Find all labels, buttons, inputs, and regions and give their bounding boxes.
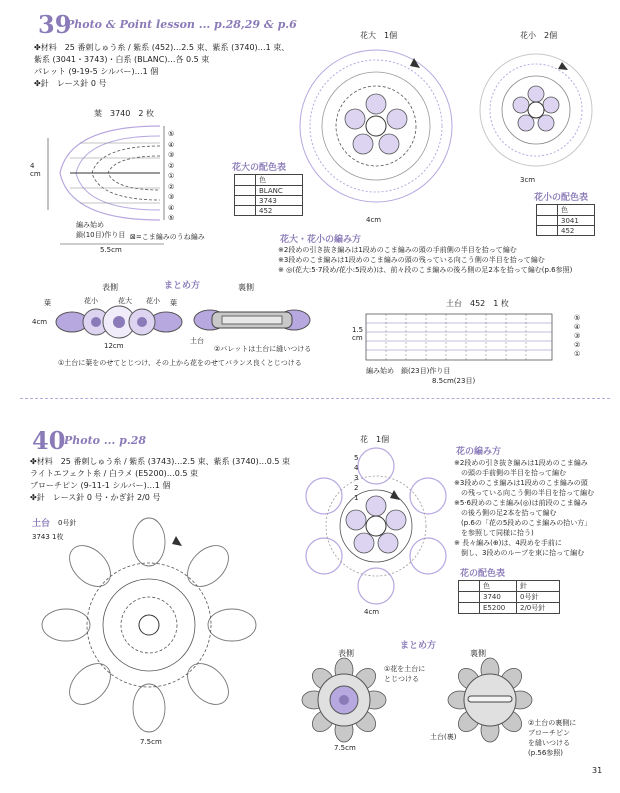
s39-base-width: 8.5cm(23目) — [432, 377, 476, 385]
s39-instructions — [278, 245, 572, 275]
s40-base-diagram — [44, 520, 254, 730]
s39-base-row-numbers — [574, 314, 580, 359]
row-number: ⑤ — [168, 130, 175, 138]
section-40-number: 40 — [32, 426, 66, 455]
leaf-legend: ⊠=こま編みのうね編み — [130, 233, 205, 241]
s40-assembly-title: まとめ方 — [400, 641, 437, 651]
material-line: ✤材料 25 番刺しゅう糸 / 紫系 (452)…2.5 束、紫系 (3740)…1 束、 — [34, 43, 290, 52]
s39-base-grid — [366, 310, 556, 364]
instruction-line: ※2段めの引き抜き編みは1段めのこま編み — [454, 459, 588, 467]
s40-flower-row-numbers — [354, 454, 358, 504]
row-number: 2 — [354, 484, 359, 492]
large-color-table — [234, 174, 303, 216]
row-number: ④ — [168, 203, 175, 212]
row-number: ② — [168, 161, 175, 170]
instruction-line: ※3段めのこま編みは1段めのこま編みの頭 — [454, 479, 588, 487]
leaf-height: 4 cm — [30, 162, 41, 178]
assembly-part-label: 花小 — [146, 297, 160, 305]
row-number: ④ — [168, 140, 175, 149]
s39-base-height: 1.5 cm — [352, 326, 364, 342]
table-header: 色 — [558, 205, 595, 216]
instruction-line: ※ 長々編み(⊕)は、4段めを手前に — [454, 539, 562, 547]
material-line: ブローチピン (9-11-1 シルバー)…1 個 — [30, 481, 171, 490]
s40-base-count: 3743 1枚 — [32, 533, 64, 541]
flower-small-label: 花小 2個 — [520, 31, 558, 40]
material-line: パレット (9-19-5 シルバー)…1 個 — [34, 67, 159, 76]
row-number: 1 — [354, 494, 359, 502]
instruction-line: ※ ◎(花大:5·7段め/花小:5段め)は、前々段のこま編みの後ろ側の足2本を拾って編む(p.6参照) — [278, 266, 573, 274]
small-color-table-title: 花小の配色表 — [534, 193, 589, 203]
row-number: ⑤ — [574, 314, 581, 322]
s40-flower-diagram — [296, 446, 456, 606]
section-39-materials — [34, 42, 289, 90]
s39-assembly-note1: ①土台に葉をのせてとじつけ、その上から花をのせてバランス良くとじつける — [58, 359, 302, 367]
s40-color-table-title: 花の配色表 — [460, 569, 506, 579]
table-cell: BLANC — [256, 186, 303, 196]
s40-back-illustration — [450, 660, 530, 740]
s39-base-label: 土台 — [190, 337, 204, 345]
page-number: 31 — [592, 766, 603, 775]
row-number: ③ — [168, 193, 175, 201]
row-number: 3 — [354, 474, 359, 482]
s39-assembly-title: まとめ方 — [164, 281, 201, 291]
table-cell: 452 — [558, 226, 595, 236]
s40-flower-size: 4cm — [364, 608, 380, 616]
table-cell: 3740 — [480, 592, 517, 603]
row-number: ⑤ — [168, 214, 175, 222]
instruction-line: の後ろ側の足2本を拾って編む — [454, 509, 557, 517]
row-number: ② — [574, 341, 581, 349]
table-cell: 3041 — [558, 216, 595, 226]
row-number: ① — [574, 350, 581, 358]
large-color-table-title: 花大の配色表 — [232, 163, 287, 173]
s40-flower-label: 花 1個 — [360, 435, 390, 444]
table-cell: 3743 — [256, 196, 303, 206]
s40-front-illustration — [304, 660, 384, 740]
leaf-label: 葉 3740 2 枚 — [94, 109, 154, 118]
material-line: ✤材料 25 番刺しゅう糸 / 紫系 (3743)…2.5 束、紫系 (3740)…0.5 束 — [30, 457, 291, 466]
flower-small-size: 3cm — [520, 176, 536, 184]
section-divider — [20, 398, 610, 399]
table-cell: 0号針 — [517, 592, 560, 603]
assembly-part-label: 葉 — [170, 299, 177, 307]
row-number: 4 — [354, 464, 359, 472]
s40-instructions — [454, 458, 594, 558]
s40-base-back-label: 土台(裏) — [430, 733, 457, 741]
s39-front-illustration — [54, 304, 184, 344]
s40-front-label: 表側 — [338, 649, 354, 658]
assembly-part-label: 花大 — [118, 297, 132, 305]
s40-base-label: 土台 — [32, 519, 51, 529]
needle-line: ✤針 レース針 0 号 — [34, 79, 107, 88]
s40-instructions-title: 花の編み方 — [456, 447, 502, 457]
instruction-line: ※2段めの引き抜き編みは1段めのこま編みの頭の手前側の半目を拾って編む — [278, 246, 517, 254]
instruction-line: の頭の手前側の半目を拾って編む — [454, 469, 566, 477]
flower-large-label: 花大 1個 — [360, 31, 398, 40]
s40-assembly-size: 7.5cm — [334, 744, 356, 752]
s39-back-illustration — [192, 304, 312, 340]
needle-line: ✤針 レース針 0 号・かぎ針 2/0 号 — [30, 493, 161, 502]
row-number: ② — [168, 182, 175, 191]
section-40-title: Photo ... p.28 — [64, 434, 147, 447]
s39-assembly-note2: ②バレットは土台に縫いつける — [214, 345, 312, 353]
section-39-number: 39 — [38, 10, 72, 39]
flower-large-diagram — [296, 46, 456, 206]
flower-large-size: 4cm — [366, 216, 382, 224]
material-line: 紫系 (3041・3743)・白系 (BLANC)…各 0.5 束 — [34, 55, 210, 64]
s40-base-needle: 0号針 — [58, 519, 77, 527]
leaf-width: 5.5cm — [100, 246, 122, 254]
s40-assembly-note2: ②土台の裏側に ブローチピン を縫いつける (p.56参照) — [528, 719, 577, 757]
table-cell: 452 — [256, 206, 303, 216]
assembly-part-label: 葉 — [44, 299, 51, 307]
row-number: ④ — [574, 323, 581, 331]
s40-base-size: 7.5cm — [140, 738, 162, 746]
table-cell: E5200 — [480, 603, 517, 614]
instruction-line: の残っている向こう側の半目を拾って編む — [454, 489, 594, 497]
s40-back-label: 裏側 — [470, 649, 486, 658]
assembly-part-label: 花小 — [84, 297, 98, 305]
s39-front-label: 表側 — [102, 283, 118, 292]
material-line: ライトエフェクト糸 / 白ラメ (E5200)…0.5 束 — [30, 469, 199, 478]
table-header: 針 — [517, 581, 560, 592]
table-header: 色 — [256, 175, 303, 186]
s39-base-grid-label: 土台 452 1 枚 — [446, 299, 509, 308]
instruction-line: 倒し、3段めのループを束に拾って編む — [454, 549, 585, 557]
s39-assembly-height: 4cm — [32, 318, 48, 326]
instruction-line: (p.6の「花の5段めのこま編みの拾い方」 — [454, 519, 592, 527]
row-number: 5 — [354, 454, 359, 462]
table-header: 色 — [480, 581, 517, 592]
s40-assembly-note1: ①花を土台に とじつける — [384, 665, 426, 683]
row-number: ③ — [574, 332, 581, 340]
section-40-materials — [30, 456, 290, 504]
row-number: ① — [168, 172, 175, 180]
s39-assembly-width: 12cm — [104, 342, 124, 350]
s39-base-start: 編み始め 鎖(23目)作り目 — [366, 367, 451, 375]
instruction-line: ※5·6段めのこま編み(◎)は前段のこま編み — [454, 499, 588, 507]
section-39-title: Photo & Point lesson ... p.28,29 & p.6 — [66, 18, 297, 31]
s39-instructions-title: 花大・花小の編み方 — [280, 235, 362, 245]
flower-small-diagram — [476, 50, 596, 170]
s40-color-table — [458, 580, 560, 614]
instruction-line: を参照して同様に拾う) — [454, 529, 534, 537]
small-color-table — [536, 204, 595, 236]
s39-back-label: 裏側 — [238, 283, 254, 292]
table-cell: 2/0号針 — [517, 603, 560, 614]
leaf-start-note: 編み始め 鎖(10目)作り目 — [76, 221, 126, 239]
row-number: ③ — [168, 151, 175, 159]
instruction-line: ※3段めのこま編みは1段めのこま編みの頭の残っている向こう側の半目を拾って編む — [278, 256, 545, 264]
leaf-row-numbers — [168, 130, 188, 225]
